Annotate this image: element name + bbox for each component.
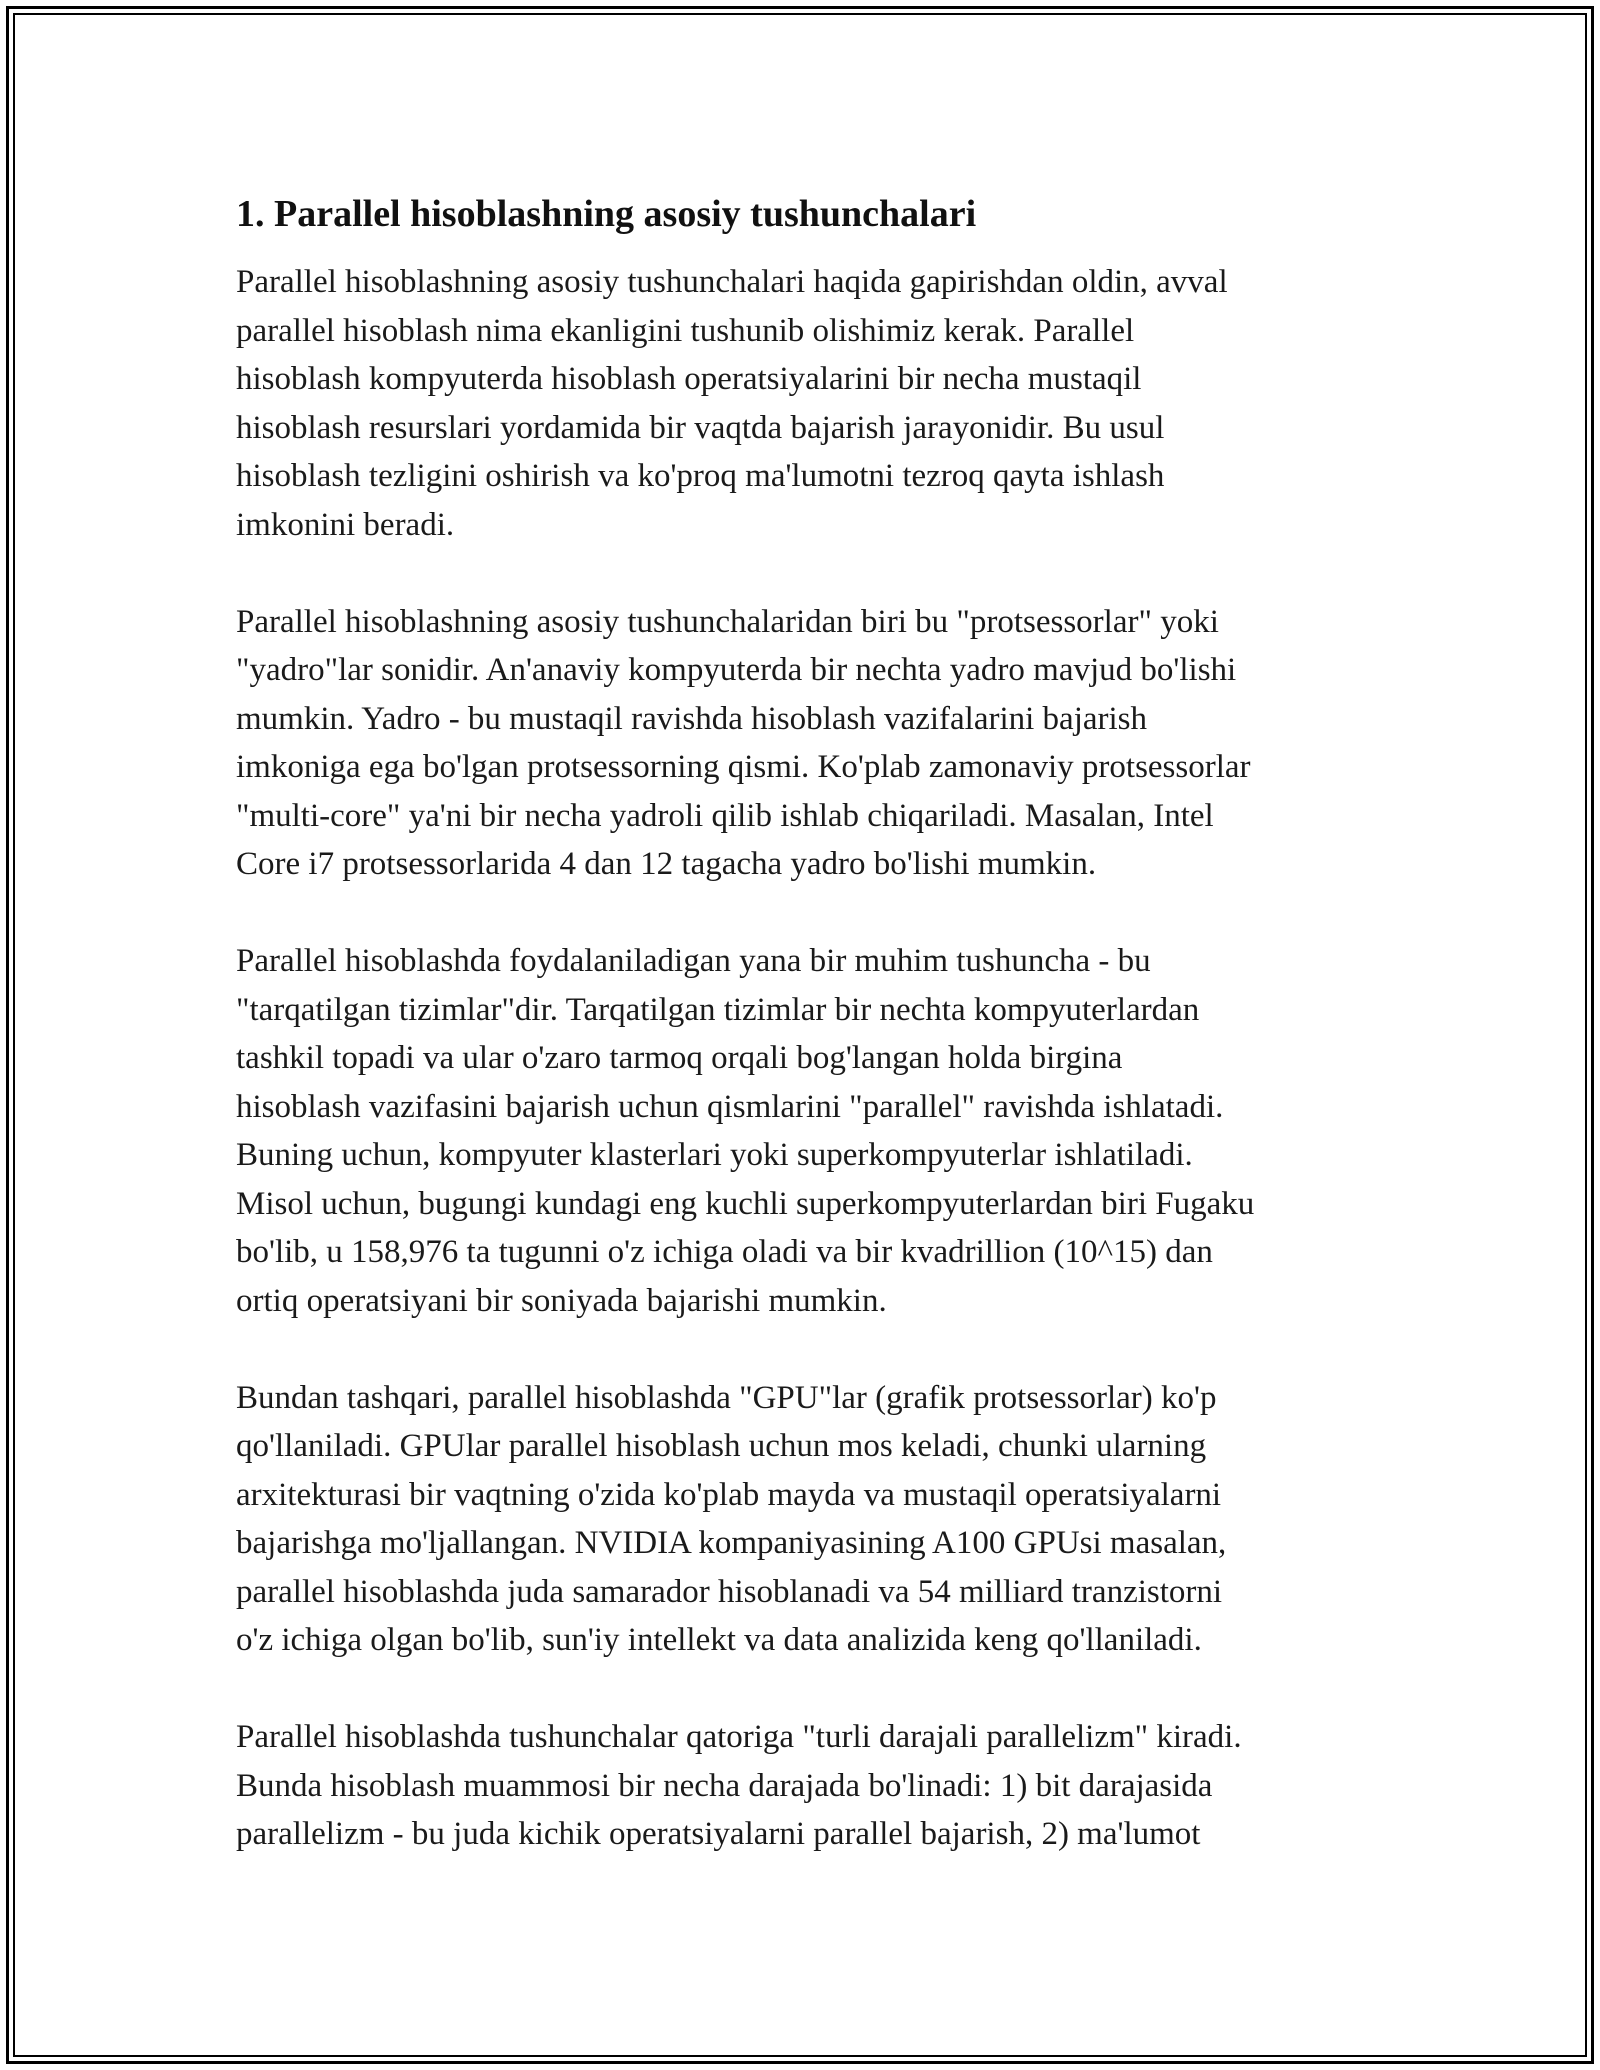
paragraph-line: mumkin. Yadro - bu mustaqil ravishda hisoblash vazifalarini bajarish bbox=[236, 700, 1148, 737]
section-heading: 1. Parallel hisoblashning asosiy tushunchalari bbox=[236, 193, 977, 235]
paragraph-line: "yadro"lar sonidir. An'anaviy kompyuterda bir nechta yadro mavjud bo'lishi bbox=[236, 652, 1237, 688]
paragraph-line: Bunda hisoblash muammosi bir necha darajada bo'linadi: 1) bit darajasida bbox=[236, 1767, 1213, 1804]
paragraph-line: Parallel hisoblashning asosiy tushunchalari haqida gapirishdan oldin, avval bbox=[236, 264, 1228, 300]
paragraph-3 bbox=[236, 937, 1376, 1325]
paragraph-5 bbox=[236, 1713, 1376, 1859]
paragraph-line: Bundan tashqari, parallel hisoblashda "GPU"lar (grafik protsessorlar) ko'p bbox=[236, 1379, 1217, 1416]
paragraph-line: Parallel hisoblashda foydalaniladigan yana bir muhim tushuncha - bu bbox=[236, 943, 1151, 979]
paragraph-line: ortiq operatsiyani bir soniyada bajarishi mumkin. bbox=[236, 1282, 887, 1319]
paragraph-line: Misol uchun, bugungi kundagi eng kuchli superkompyuterlardan biri Fugaku bbox=[236, 1185, 1255, 1222]
paragraph-1 bbox=[236, 258, 1376, 549]
paragraph-line: arxitekturasi bir vaqtning o'zida ko'plab mayda va mustaqil operatsiyalarni bbox=[236, 1476, 1222, 1513]
paragraph-line: bajarishga mo'ljallangan. NVIDIA kompaniyasining A100 GPUsi masalan, bbox=[236, 1525, 1227, 1561]
paragraph-line: parallel hisoblash nima ekanligini tushunib olishimiz kerak. Parallel bbox=[236, 312, 1135, 349]
paragraph-line: bo'lib, u 158,976 ta tugunni o'z ichiga oladi va bir kvadrillion (10^15) dan bbox=[236, 1234, 1213, 1270]
paragraph-line: "tarqatilgan tizimlar"dir. Tarqatilgan tizimlar bir nechta kompyuterlardan bbox=[236, 991, 1200, 1028]
paragraph-line: hisoblash resurslari yordamida bir vaqtda bajarish jarayonidir. Bu usul bbox=[236, 409, 1165, 446]
paragraph-line: Core i7 protsessorlarida 4 dan 12 tagacha yadro bo'lishi mumkin. bbox=[236, 846, 1097, 882]
paragraph-line: parallel hisoblashda juda samarador hisoblanadi va 54 milliard tranzistorni bbox=[236, 1573, 1223, 1610]
paragraph-2 bbox=[236, 598, 1376, 889]
paragraph-line: Parallel hisoblashning asosiy tushunchalaridan biri bu "protsessorlar" yoki bbox=[236, 603, 1219, 640]
document-body bbox=[236, 188, 1376, 1907]
paragraph-line: parallelizm - bu juda kichik operatsiyalarni parallel bajarish, 2) ma'lumot bbox=[236, 1816, 1201, 1852]
paragraph-line: hisoblash kompyuterda hisoblash operatsiyalarini bir necha mustaqil bbox=[236, 361, 1142, 397]
paragraph-line: tashkil topadi va ular o'zaro tarmoq orqali bog'langan holda birgina bbox=[236, 1040, 1123, 1076]
paragraph-line: imkonini beradi. bbox=[236, 506, 455, 543]
paragraph-line: "multi-core" ya'ni bir necha yadroli qilib ishlab chiqariladi. Masalan, Intel bbox=[236, 797, 1214, 834]
paragraph-4 bbox=[236, 1374, 1376, 1665]
paragraph-line: qo'llaniladi. GPUlar parallel hisoblash uchun mos keladi, chunki ularning bbox=[236, 1428, 1207, 1464]
paragraph-line: Parallel hisoblashda tushunchalar qatoriga "turli darajali parallelizm" kiradi. bbox=[236, 1719, 1242, 1755]
paragraph-line: Buning uchun, kompyuter klasterlari yoki superkompyuterlar ishlatiladi. bbox=[236, 1137, 1193, 1173]
paragraph-line: imkoniga ega bo'lgan protsessorning qismi. Ko'plab zamonaviy protsessorlar bbox=[236, 749, 1251, 785]
paragraph-line: hisoblash vazifasini bajarish uchun qismlarini "parallel" ravishda ishlatadi. bbox=[236, 1088, 1224, 1125]
paragraph-line: hisoblash tezligini oshirish va ko'proq ma'lumotni tezroq qayta ishlash bbox=[236, 458, 1165, 494]
paragraph-line: o'z ichiga olgan bo'lib, sun'iy intellekt va data analizida keng qo'llaniladi. bbox=[236, 1622, 1202, 1658]
